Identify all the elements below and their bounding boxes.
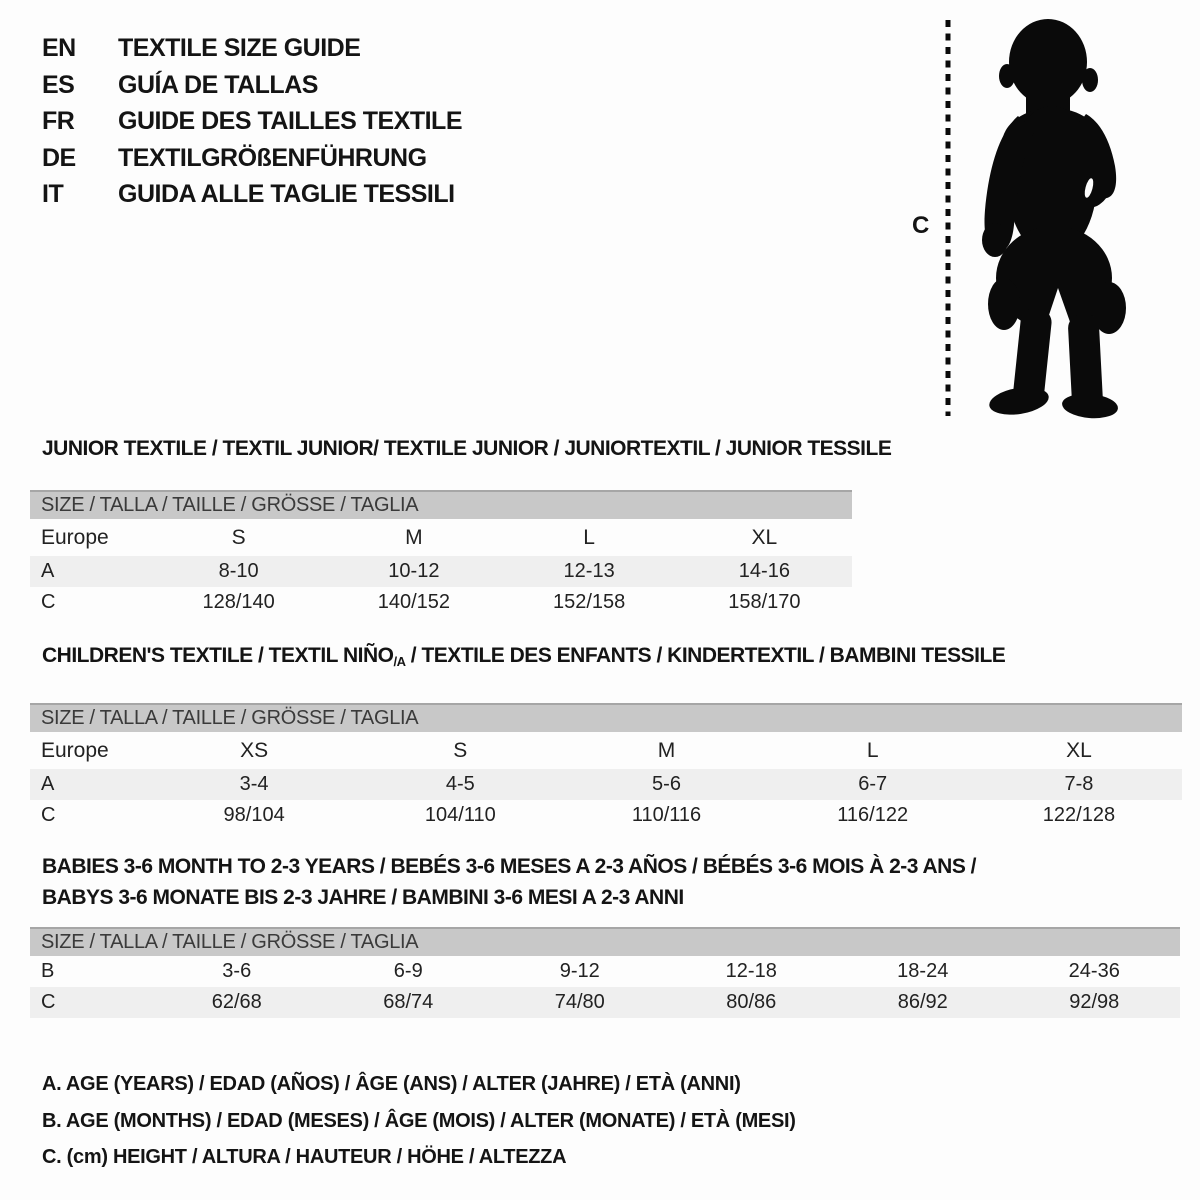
size-cell: 110/116 (631, 804, 702, 826)
table-header: SIZE / TALLA / TAILLE / GRÖSSE / TAGLIA (30, 490, 852, 519)
row-label: C (41, 991, 56, 1013)
row-label: Europe (41, 526, 109, 549)
table-row-a (30, 769, 1182, 800)
section-babies (30, 851, 1180, 1018)
language-code: EN (42, 34, 76, 62)
size-cell: S (453, 739, 468, 762)
table-row-c (30, 987, 1180, 1018)
legend-line-a: A. AGE (YEARS) / EDAD (AÑOS) / ÂGE (ANS) / ALTER (JAHRE) / ETÀ (ANNI) (42, 1073, 741, 1095)
size-cell: 158/170 (728, 591, 801, 613)
language-row-de (42, 140, 462, 177)
size-cell: 7-8 (1064, 773, 1094, 795)
size-cell: 68/74 (383, 991, 434, 1013)
size-cell: L (583, 526, 595, 549)
size-cell: 128/140 (202, 591, 275, 613)
table-row-c (30, 587, 852, 618)
language-list (42, 30, 462, 213)
language-row-fr (42, 103, 462, 140)
toddler-silhouette-icon (962, 16, 1144, 420)
size-cell: L (866, 739, 879, 762)
size-cell: 10-12 (388, 560, 440, 582)
language-title: GUIDA ALLE TAGLIE TESSILI (118, 180, 455, 208)
section-title-line: BABYS 3-6 MONATE BIS 2-3 JAHRE / BAMBINI 3-6 MESI A 2-3 ANNI (42, 886, 684, 909)
table-header: SIZE / TALLA / TAILLE / GRÖSSE / TAGLIA (30, 703, 1182, 732)
size-cell: 6-7 (858, 773, 888, 795)
row-label: B (41, 960, 55, 982)
size-cell: 122/128 (1042, 804, 1116, 826)
language-row-es (42, 67, 462, 104)
size-cell: 86/92 (897, 991, 948, 1013)
size-table (30, 490, 852, 618)
language-title: GUIDE DES TAILLES TEXTILE (118, 107, 463, 135)
measure-label-c: C (912, 212, 930, 239)
size-cell: 80/86 (726, 991, 777, 1013)
language-code: IT (42, 180, 64, 208)
language-title: TEXTILGRÖßENFÜHRUNG (118, 143, 427, 172)
language-code: DE (42, 143, 76, 172)
section-title (42, 851, 1180, 913)
table-row-europe (30, 732, 1182, 769)
section-title: JUNIOR TEXTILE / TEXTIL JUNIOR/ TEXTILE JUNIOR / JUNIORTEXTIL / JUNIOR TESSILE (42, 437, 892, 460)
size-cell: 5-6 (652, 773, 681, 795)
size-cell: 12-13 (563, 560, 615, 582)
table-row-c (30, 800, 1182, 831)
size-cell: XL (1066, 739, 1092, 762)
size-cell: 6-9 (393, 960, 423, 982)
language-row-en (42, 30, 462, 67)
size-cell: XL (751, 526, 778, 549)
size-cell: 92/98 (1069, 991, 1120, 1013)
row-label: Europe (41, 739, 109, 762)
section-junior-textile (30, 433, 891, 618)
language-code: FR (42, 107, 75, 135)
table-row-europe (30, 519, 852, 556)
size-cell: M (657, 739, 676, 762)
legend-line-b: B. AGE (MONTHS) / EDAD (MESES) / ÂGE (MOIS) / ALTER (MONATE) / ETÀ (MESI) (42, 1109, 796, 1132)
size-cell: 3-6 (222, 960, 252, 982)
section-childrens-textile (30, 640, 1182, 831)
size-cell: 74/80 (554, 991, 605, 1013)
table-row-a (30, 556, 852, 587)
section-title (42, 640, 1182, 677)
size-cell: 14-16 (738, 560, 790, 582)
legend-line-c: C. (cm) HEIGHT / ALTURA / HAUTEUR / HÖHE / ALTEZZA (42, 1146, 567, 1168)
row-label: C (41, 591, 56, 613)
row-label: A (41, 773, 55, 795)
size-cell: S (231, 526, 246, 549)
size-cell: 3-4 (239, 773, 269, 795)
size-cell: 8-10 (218, 560, 259, 582)
section-title-text: CHILDREN'S TEXTILE / TEXTIL NIÑO (42, 644, 394, 667)
size-cell: XS (240, 739, 269, 762)
size-cell: 140/152 (377, 591, 451, 613)
section-title-subscript: /A (393, 654, 406, 669)
row-label: C (41, 804, 56, 826)
size-table (30, 927, 1180, 1018)
language-title: TEXTILE SIZE GUIDE (118, 34, 361, 62)
table-header: SIZE / TALLA / TAILLE / GRÖSSE / TAGLIA (30, 927, 1180, 956)
size-cell: 24-36 (1068, 960, 1120, 982)
table-row-b (30, 956, 1180, 987)
size-cell: 12-18 (725, 960, 777, 982)
size-cell: 116/122 (837, 804, 909, 826)
language-code: ES (42, 70, 75, 99)
height-measure-dashed-line (945, 20, 951, 416)
size-cell: 18-24 (897, 960, 949, 982)
size-cell: M (405, 526, 423, 549)
row-label: A (41, 560, 55, 582)
legend (42, 1066, 796, 1176)
section-title-line: BABIES 3-6 MONTH TO 2-3 YEARS / BEBÉS 3-6 MESES A 2-3 AÑOS / BÉBÉS 3-6 MOIS À 2-3 ANS / (42, 855, 977, 878)
section-title-text: / TEXTILE DES ENFANTS / KINDERTEXTIL / BAMBINI TESSILE (405, 644, 1006, 667)
size-cell: 104/110 (424, 804, 496, 826)
size-table (30, 703, 1182, 831)
language-row-it (42, 176, 462, 213)
size-cell: 9-12 (559, 960, 600, 982)
size-cell: 62/68 (211, 991, 262, 1013)
size-cell: 152/158 (552, 591, 626, 613)
size-cell: 98/104 (223, 804, 285, 826)
language-title: GUÍA DE TALLAS (118, 70, 318, 99)
size-cell: 4-5 (445, 773, 475, 795)
